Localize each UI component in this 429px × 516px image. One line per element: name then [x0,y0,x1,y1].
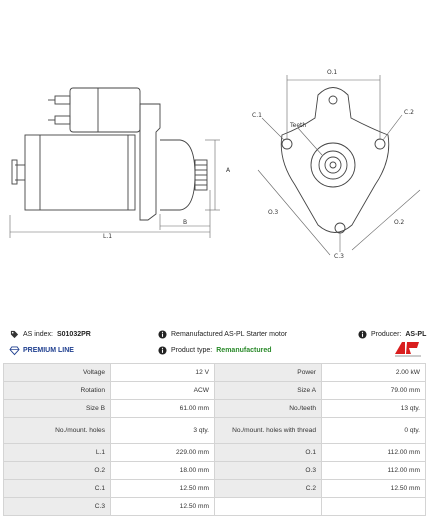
table-row [4,382,426,400]
spec-empty-cell [215,498,322,516]
spec-label: O.3 [215,462,322,480]
description-row [158,330,287,339]
specifications-table [3,363,426,516]
spec-label: O.2 [4,462,111,480]
spec-value: 12.50 mm [111,498,215,516]
tag-icon [10,330,19,339]
as-index-value: S01032PR [56,331,91,338]
dim-label-c3: C.3 [334,253,344,260]
producer-value: AS-PL [405,331,427,338]
spec-label: No./mount. holes [4,418,111,444]
table-row [4,462,426,480]
dim-label-c1: C.1 [252,112,262,119]
dim-label-o1: O.1 [327,69,338,76]
dim-label-c2: C.2 [404,109,414,116]
table-row [4,418,426,444]
table-row [4,400,426,418]
spec-value: 2.00 kW [322,364,426,382]
dim-label-b: B [183,219,188,226]
spec-label: Size A [215,382,322,400]
spec-label: C.2 [215,480,322,498]
spec-value: ACW [111,382,215,400]
table-row [4,444,426,462]
spec-value: 12.50 mm [111,480,215,498]
premium-line-badge: PREMIUM LINE [23,347,74,354]
table-row [4,498,426,516]
spec-value: 61.00 mm [111,400,215,418]
spec-label: Size B [4,400,111,418]
dim-label-o2: O.2 [394,219,405,226]
spec-label: No./teeth [215,400,322,418]
front-flange [281,88,389,233]
product-type-row [158,346,271,355]
spec-value: 112.00 mm [322,444,426,462]
housing-flange [140,104,160,220]
diamond-icon [10,346,19,355]
info-icon [158,330,167,339]
product-info [0,322,429,362]
product-type-value: Remanufactured [216,347,272,354]
solenoid [70,88,140,132]
spec-value: 0 qty. [322,418,426,444]
spec-value: 3 qty. [111,418,215,444]
spec-label: Rotation [4,382,111,400]
spec-label: L.1 [4,444,111,462]
mount-hole-c2 [375,139,385,149]
spec-value: 112.00 mm [322,462,426,480]
spec-label: C.3 [4,498,111,516]
spec-value: 12.50 mm [322,480,426,498]
info-icon [358,330,367,339]
spec-value: 79.00 mm [322,382,426,400]
info-icon [158,346,167,355]
spec-label: C.1 [4,480,111,498]
as-pl-logo [393,340,423,358]
dim-label-teeth: Teeth [290,122,307,129]
spec-empty-cell [322,498,426,516]
as-index-row [10,330,91,339]
spec-label: Voltage [4,364,111,382]
spec-value: 229.00 mm [111,444,215,462]
premium-line-row [10,346,74,355]
mount-hole-c1 [282,139,292,149]
spec-label: Power [215,364,322,382]
spec-label: No./mount. holes with thread [215,418,322,444]
dim-label-l1: L.1 [103,233,113,240]
product-type-label: Product type: [171,347,213,354]
table-row [4,364,426,382]
spec-value: 18.00 mm [111,462,215,480]
spec-label: O.1 [215,444,322,462]
product-description: Remanufactured AS-PL Starter motor [171,331,288,338]
spec-value: 13 qty. [322,400,426,418]
motor-body [25,135,135,210]
spec-value: 12 V [111,364,215,382]
producer-label: Producer: [371,331,402,338]
producer-row [358,330,426,339]
as-index-label: AS index: [23,331,53,338]
dim-label-a: A [226,167,231,174]
dim-label-o3: O.3 [268,209,279,216]
table-row [4,480,426,498]
